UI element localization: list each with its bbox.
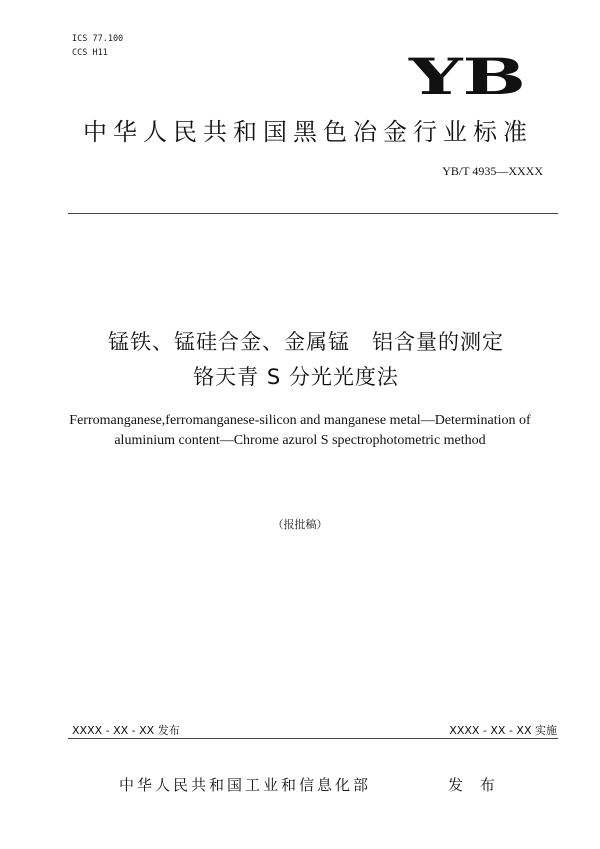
yb-logo: YB [409, 47, 526, 106]
implementation-date: XXXX - XX - XX 实施 [449, 724, 557, 737]
english-title-line-1: Ferromanganese,ferromanganese-silicon and manganese metal—Determination of [69, 413, 531, 428]
ics-code: ICS 77.100 [72, 34, 124, 44]
standard-title: 中华人民共和国黑色冶金行业标准 [83, 118, 533, 146]
top-divider [68, 213, 558, 214]
issuing-authority: 中华人民共和国工业和信息化部 [119, 776, 372, 794]
chinese-title-line-1: 锰铁、锰硅合金、金属锰 铝含量的测定 [108, 330, 504, 354]
chinese-title-line-2: 铬天青 S 分光光度法 [193, 365, 399, 389]
publish-label: 发 布 [448, 776, 501, 794]
draft-status: （报批稿） [272, 518, 328, 531]
ccs-code: CCS H11 [72, 48, 108, 58]
bottom-divider [68, 738, 558, 739]
issue-date: XXXX - XX - XX 发布 [72, 724, 180, 737]
standard-number: YB/T 4935—XXXX [442, 164, 543, 178]
english-title-line-2: aluminium content—Chrome azurol S spectrophotometric method [114, 433, 486, 448]
